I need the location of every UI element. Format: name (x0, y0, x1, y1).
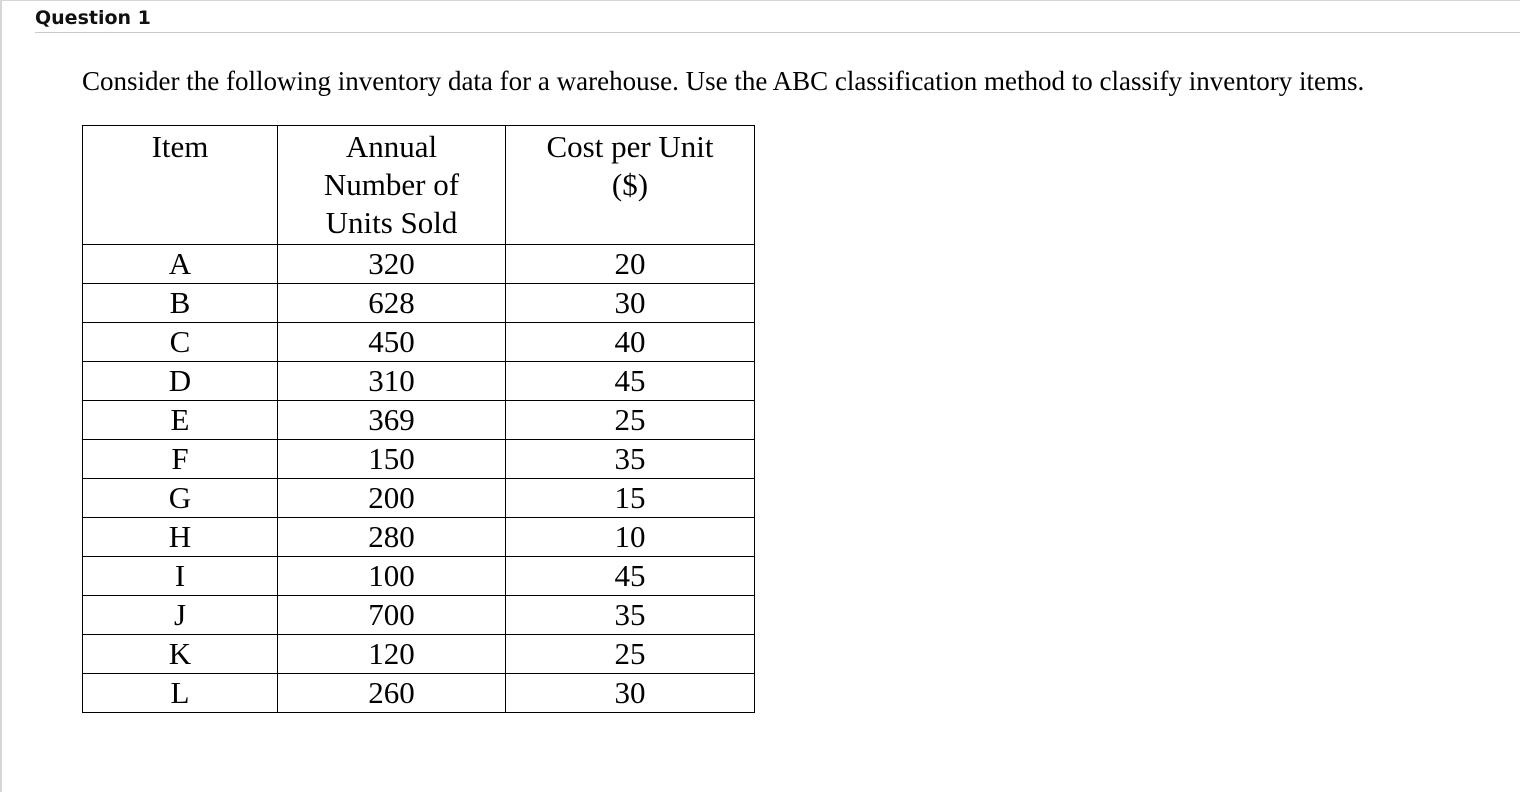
table-row (83, 284, 755, 323)
table-row (83, 401, 755, 440)
cell-units: 260 (278, 674, 506, 713)
table-row (83, 635, 755, 674)
cell-item: E (83, 401, 278, 440)
header-units-line: Annual (345, 129, 438, 164)
cell-cost: 35 (506, 596, 755, 635)
cell-item: A (83, 245, 278, 284)
cell-item: C (83, 323, 278, 362)
cell-cost: 40 (506, 323, 755, 362)
cell-item: G (83, 479, 278, 518)
table-row (83, 362, 755, 401)
cell-units: 200 (278, 479, 506, 518)
table-row (83, 479, 755, 518)
cell-units: 150 (278, 440, 506, 479)
cell-item: J (83, 596, 278, 635)
table-row (83, 440, 755, 479)
cell-cost: 25 (506, 401, 755, 440)
table-row (83, 557, 755, 596)
cell-item: I (83, 557, 278, 596)
cell-cost: 45 (506, 362, 755, 401)
table-row (83, 323, 755, 362)
cell-item: B (83, 284, 278, 323)
question-title: Question 1 (35, 5, 1520, 33)
header-annual-units (278, 126, 506, 245)
cell-units: 120 (278, 635, 506, 674)
cell-cost: 25 (506, 635, 755, 674)
cell-units: 310 (278, 362, 506, 401)
cell-cost: 10 (506, 518, 755, 557)
table-row (83, 245, 755, 284)
header-cost-line: ($) (611, 167, 649, 202)
cell-units: 100 (278, 557, 506, 596)
inventory-table (82, 125, 755, 713)
table-row (83, 674, 755, 713)
header-cost-line: Cost per Unit (546, 129, 714, 164)
cell-units: 450 (278, 323, 506, 362)
question-prompt: Consider the following inventory data for a warehouse. Use the ABC classification method to classify inventory items. (82, 66, 1365, 96)
cell-item: L (83, 674, 278, 713)
cell-cost: 45 (506, 557, 755, 596)
cell-cost: 35 (506, 440, 755, 479)
table-row (83, 518, 755, 557)
cell-item: K (83, 635, 278, 674)
cell-units: 700 (278, 596, 506, 635)
cell-cost: 15 (506, 479, 755, 518)
cell-units: 320 (278, 245, 506, 284)
cell-cost: 30 (506, 674, 755, 713)
header-units-line: Number of (323, 167, 460, 202)
cell-item: D (83, 362, 278, 401)
cell-item: F (83, 440, 278, 479)
cell-cost: 20 (506, 245, 755, 284)
header-cost-per-unit (506, 126, 755, 245)
cell-units: 369 (278, 401, 506, 440)
header-units-line: Units Sold (325, 205, 458, 240)
cell-cost: 30 (506, 284, 755, 323)
cell-units: 628 (278, 284, 506, 323)
header-item (83, 126, 278, 245)
header-item-line: Item (151, 129, 209, 164)
cell-units: 280 (278, 518, 506, 557)
table-header-row (83, 126, 755, 245)
cell-item: H (83, 518, 278, 557)
table-row (83, 596, 755, 635)
